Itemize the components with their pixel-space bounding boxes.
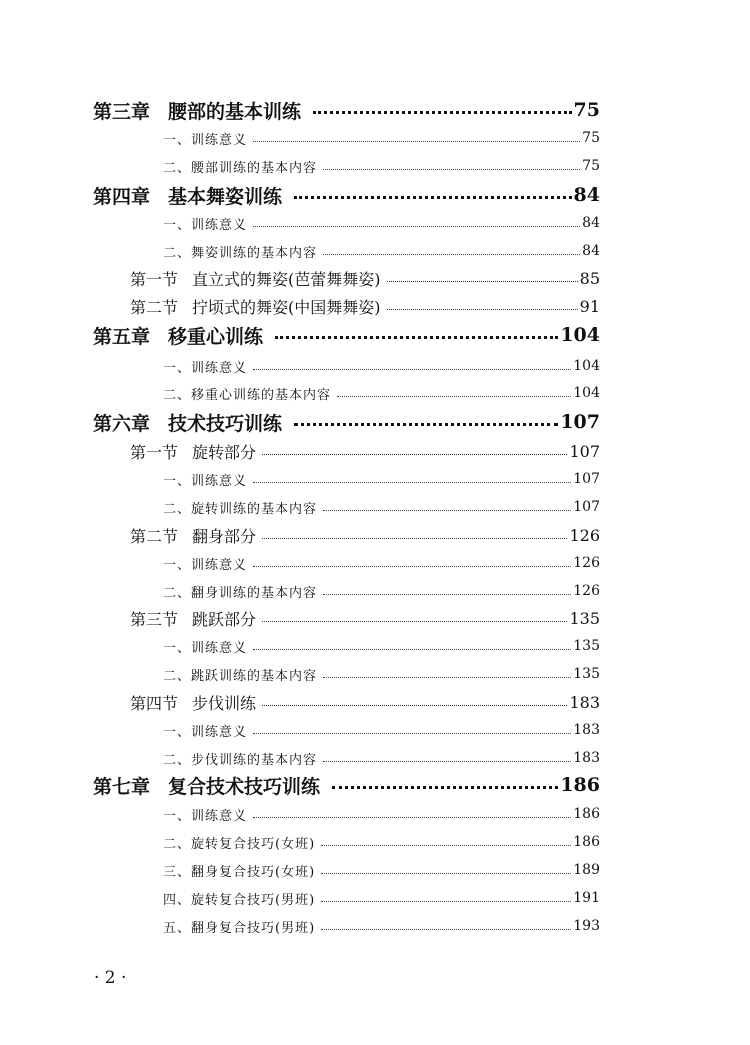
item-title: 二、步伐训练的基本内容	[163, 752, 318, 768]
chapter-title: 腰部的基本训练	[168, 100, 302, 123]
toc-entry-item	[163, 152, 600, 180]
section-number: 第一节	[130, 269, 179, 289]
page-ref: 107	[560, 411, 600, 433]
item-title: 二、腰部训练的基本内容	[163, 160, 318, 176]
toc-entry-item	[163, 912, 600, 940]
chapter-number: 第五章	[93, 325, 151, 348]
page-ref: 135	[573, 666, 600, 682]
chapter-number: 第六章	[93, 412, 151, 435]
dot-leader	[275, 336, 558, 339]
toc-entry-item	[163, 352, 600, 380]
dot-leader	[253, 733, 571, 734]
page-ref: 183	[573, 722, 600, 738]
page-ref: 107	[573, 471, 600, 487]
toc-entry-item	[163, 577, 600, 605]
dot-leader	[323, 510, 571, 511]
page-ref: 107	[573, 499, 600, 515]
toc-entry-item	[163, 493, 600, 521]
item-title: 一、训练意义	[163, 132, 248, 148]
item-title: 二、翻身训练的基本内容	[163, 585, 318, 601]
dot-leader	[262, 705, 567, 706]
dot-leader	[321, 929, 571, 930]
page-ref: 183	[573, 750, 600, 766]
toc-entry-item	[163, 124, 600, 152]
page-ref: 191	[573, 890, 600, 906]
page-ref: 183	[569, 692, 600, 712]
chapter-title: 基本舞姿训练	[168, 185, 283, 208]
page-ref: 84	[582, 243, 600, 259]
toc-entry-item	[163, 209, 600, 237]
toc-entry-item	[163, 660, 600, 688]
toc-entry-item	[163, 465, 600, 493]
section-title: 跳跃部分	[192, 609, 257, 629]
page-ref: 104	[573, 385, 600, 401]
dot-leader	[321, 901, 571, 902]
toc-entry-item	[163, 800, 600, 828]
dot-leader	[323, 594, 571, 595]
toc-entry-section	[130, 292, 600, 320]
item-title: 三、翻身复合技巧(女班)	[163, 864, 316, 880]
item-title: 二、跳跃训练的基本内容	[163, 668, 318, 684]
page-ref: 75	[582, 130, 600, 146]
section-title: 翻身部分	[192, 526, 257, 546]
dot-leader	[262, 538, 567, 539]
toc-entry-item	[163, 379, 600, 407]
dot-leader	[253, 817, 571, 818]
toc-entry-chapter	[93, 181, 600, 209]
section-number: 第三节	[130, 609, 179, 629]
section-title: 旋转部分	[192, 442, 257, 462]
item-title: 二、移重心训练的基本内容	[163, 387, 332, 403]
chapter-title: 复合技术技巧训练	[168, 775, 321, 798]
dot-leader	[323, 677, 571, 678]
item-title: 一、训练意义	[163, 808, 248, 824]
section-number: 第二节	[130, 297, 179, 317]
item-title: 一、训练意义	[163, 557, 248, 573]
item-title: 五、翻身复合技巧(男班)	[163, 920, 316, 936]
toc-entry-section	[130, 688, 600, 716]
section-title: 拧顷式的舞姿(中国舞舞姿)	[192, 297, 381, 317]
page-ref: 135	[569, 608, 600, 628]
page-ref: 186	[560, 774, 600, 796]
item-title: 一、训练意义	[163, 217, 248, 233]
dot-leader	[294, 423, 558, 426]
toc-entry-item	[163, 549, 600, 577]
page-ref: 75	[582, 158, 600, 174]
dot-leader	[294, 196, 572, 199]
page-ref: 104	[560, 324, 600, 346]
section-number: 第二节	[130, 526, 179, 546]
page-ref: 186	[573, 806, 600, 822]
toc-entry-chapter	[93, 321, 600, 349]
dot-leader	[253, 369, 571, 370]
toc-entry-section	[130, 264, 600, 292]
dot-leader	[332, 786, 558, 789]
chapter-title: 移重心训练	[168, 325, 264, 348]
item-title: 一、训练意义	[163, 640, 248, 656]
toc-entry-section	[130, 437, 600, 465]
page-ref: 186	[573, 834, 600, 850]
section-title: 步伐训练	[192, 693, 257, 713]
toc-entry-chapter	[93, 96, 600, 124]
chapter-number: 第四章	[93, 185, 151, 208]
toc-entry-item	[163, 828, 600, 856]
page-ref: 85	[579, 268, 600, 288]
dot-leader	[253, 566, 571, 567]
page-ref: 189	[573, 862, 600, 878]
toc-entry-section	[130, 604, 600, 632]
toc-entry-item	[163, 716, 600, 744]
dot-leader	[313, 111, 572, 114]
dot-leader	[253, 649, 571, 650]
page-ref: 193	[573, 918, 600, 934]
page-ref: 126	[573, 583, 600, 599]
page-ref: 126	[573, 555, 600, 571]
page-ref: 91	[579, 296, 600, 316]
page-number: · 2 ·	[94, 968, 127, 988]
toc-entry-item	[163, 237, 600, 265]
toc-entry-item	[163, 884, 600, 912]
item-title: 一、训练意义	[163, 724, 248, 740]
page-ref: 84	[582, 215, 600, 231]
page-ref: 107	[569, 441, 600, 461]
dot-leader	[253, 482, 571, 483]
dot-leader	[323, 761, 571, 762]
page-ref: 84	[573, 184, 600, 206]
item-title: 一、训练意义	[163, 473, 248, 489]
toc-entry-section	[130, 521, 600, 549]
toc-entry-item	[163, 632, 600, 660]
section-title: 直立式的舞姿(芭蕾舞舞姿)	[192, 269, 381, 289]
item-title: 二、旋转训练的基本内容	[163, 501, 318, 517]
chapter-number: 第三章	[93, 100, 151, 123]
item-title: 四、旋转复合技巧(男班)	[163, 892, 316, 908]
dot-leader	[387, 281, 578, 282]
page-ref: 135	[573, 638, 600, 654]
dot-leader	[321, 873, 571, 874]
chapter-number: 第七章	[93, 775, 151, 798]
dot-leader	[337, 396, 571, 397]
dot-leader	[262, 454, 567, 455]
dot-leader	[323, 169, 580, 170]
dot-leader	[262, 621, 567, 622]
dot-leader	[321, 845, 571, 846]
item-title: 一、训练意义	[163, 360, 248, 376]
page-ref: 126	[569, 525, 600, 545]
dot-leader	[323, 254, 580, 255]
toc-entry-item	[163, 856, 600, 884]
dot-leader	[253, 226, 580, 227]
section-number: 第四节	[130, 693, 179, 713]
item-title: 二、舞姿训练的基本内容	[163, 245, 318, 261]
page-ref: 104	[573, 358, 600, 374]
section-number: 第一节	[130, 442, 179, 462]
chapter-title: 技术技巧训练	[168, 412, 283, 435]
toc-entry-chapter	[93, 771, 600, 799]
dot-leader	[253, 141, 580, 142]
item-title: 二、旋转复合技巧(女班)	[163, 836, 316, 852]
dot-leader	[387, 309, 578, 310]
page-ref: 75	[573, 99, 600, 121]
toc-entry-item	[163, 744, 600, 772]
toc-entry-chapter	[93, 408, 600, 436]
